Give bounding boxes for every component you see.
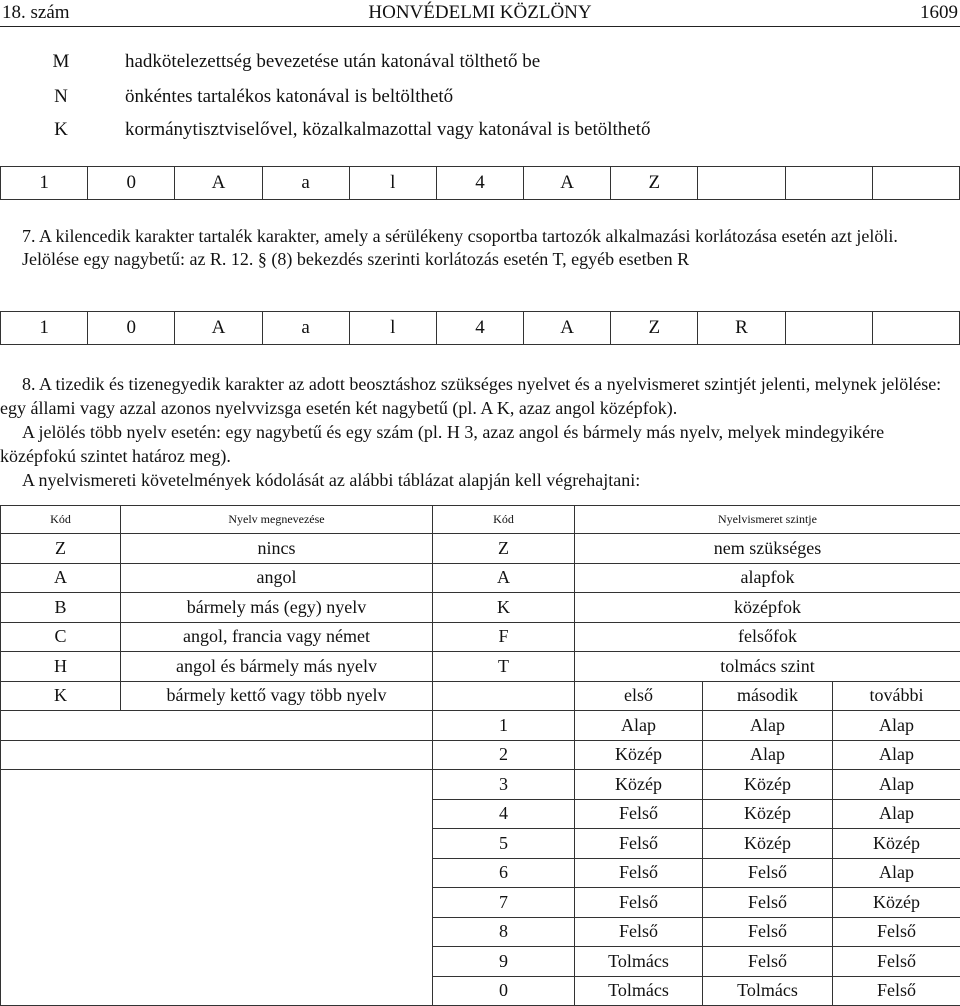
first-language-level: Felső — [575, 829, 703, 859]
first-language-level: Tolmács — [575, 947, 703, 977]
language-name: nincs — [121, 534, 433, 564]
further-language-level: Alap — [833, 799, 960, 829]
grid-cell: Z — [611, 167, 698, 200]
first-language-level: Tolmács — [575, 976, 703, 1006]
language-name: bármely kettő vagy több nyelv — [121, 681, 433, 711]
first-language-level: Felső — [575, 799, 703, 829]
section-8-text: 8. A tizedik és tizenegyedik karakter az adott beosztáshoz szükséges nyelvet és a nyelvismeret szintjét jelenti, melynek jelölése: egy állami vagy azzal azonos nyelvvizsga esetén két nagybetű (pl. A K, azaz angol középfok). — [0, 372, 958, 420]
section-7-marking: Jelölése egy nagybetű: az R. 12. § (8) bekezdés szerinti korlátozás esetén T, egyéb esetben R — [0, 248, 958, 271]
section-7-text: 7. A kilencedik karakter tartalék karakter, amely a sérülékeny csoportba tartozók alkalmazási korlátozása esetén azt jelöli. — [0, 225, 958, 248]
level-name: tolmács szint — [575, 652, 960, 682]
grid-cell: 4 — [436, 312, 523, 345]
second-language-level: Felső — [703, 917, 833, 947]
table-header-row — [1, 506, 960, 534]
level-name: középfok — [575, 593, 960, 623]
empty-cell — [1, 740, 433, 770]
multi-level-code: 6 — [433, 858, 575, 888]
grid-cell — [698, 167, 785, 200]
first-language-level: Felső — [575, 917, 703, 947]
empty-cell — [433, 681, 575, 711]
staffing-code: K — [0, 113, 122, 146]
column-header: Nyelvismeret szintje — [575, 506, 960, 534]
table-row — [1, 681, 960, 711]
grid-cell — [785, 312, 872, 345]
second-language-level: Közép — [703, 799, 833, 829]
language-code: A — [1, 563, 121, 593]
grid-cell: R — [698, 312, 785, 345]
multi-level-header: további — [833, 681, 960, 711]
column-header: Kód — [433, 506, 575, 534]
level-code: A — [433, 563, 575, 593]
column-header: Kód — [1, 506, 121, 534]
multi-level-code: 7 — [433, 888, 575, 918]
second-language-level: Alap — [703, 711, 833, 741]
page-header — [0, 0, 960, 27]
table-row — [1, 711, 960, 741]
second-language-level: Alap — [703, 740, 833, 770]
multi-level-code: 4 — [433, 799, 575, 829]
table-row — [1, 312, 960, 345]
code-example-grid-1 — [0, 166, 960, 200]
table-row — [1, 167, 960, 200]
table-row — [1, 652, 960, 682]
list-item — [0, 80, 960, 113]
level-code: F — [433, 622, 575, 652]
language-code: B — [1, 593, 121, 623]
multi-level-code: 3 — [433, 770, 575, 800]
list-item — [0, 113, 960, 146]
multi-level-code: 2 — [433, 740, 575, 770]
staffing-code-list — [0, 44, 960, 146]
multi-level-code: 0 — [433, 976, 575, 1006]
code-example-grid-2 — [0, 311, 960, 345]
second-language-level: Közép — [703, 770, 833, 800]
second-language-level: Felső — [703, 888, 833, 918]
publication-title: HONVÉDELMI KÖZLÖNY — [0, 0, 960, 26]
further-language-level: Felső — [833, 917, 960, 947]
section-7 — [0, 225, 958, 271]
empty-cell — [1, 711, 433, 741]
further-language-level: Felső — [833, 947, 960, 977]
language-requirements-table — [0, 505, 960, 1006]
second-language-level: Felső — [703, 858, 833, 888]
language-code: Z — [1, 534, 121, 564]
table-row — [1, 593, 960, 623]
second-language-level: Közép — [703, 829, 833, 859]
multi-level-code: 9 — [433, 947, 575, 977]
level-name: felsőfok — [575, 622, 960, 652]
list-item — [0, 44, 960, 80]
language-code: K — [1, 681, 121, 711]
grid-cell: Z — [611, 312, 698, 345]
grid-cell: A — [175, 167, 262, 200]
language-name: bármely más (egy) nyelv — [121, 593, 433, 623]
further-language-level: Közép — [833, 888, 960, 918]
grid-cell: 0 — [88, 312, 175, 345]
level-name: nem szükséges — [575, 534, 960, 564]
second-language-level: Tolmács — [703, 976, 833, 1006]
language-name: angol és bármely más nyelv — [121, 652, 433, 682]
further-language-level: Alap — [833, 740, 960, 770]
section-8-multi-language: A jelölés több nyelv esetén: egy nagybetű és egy szám (pl. H 3, azaz angol és bármely más nyelv, melyek mindegyikére középfokú szintet határoz meg). — [0, 420, 958, 468]
grid-cell — [785, 167, 872, 200]
staffing-description: hadkötelezettség bevezetése után katonával tölthető be — [122, 44, 960, 80]
first-language-level: Közép — [575, 740, 703, 770]
staffing-code: M — [0, 44, 122, 80]
language-code: H — [1, 652, 121, 682]
level-code: T — [433, 652, 575, 682]
table-row — [1, 622, 960, 652]
empty-area — [1, 770, 433, 1006]
further-language-level: Felső — [833, 976, 960, 1006]
level-code: K — [433, 593, 575, 623]
multi-level-code: 1 — [433, 711, 575, 741]
grid-cell: a — [262, 167, 349, 200]
grid-cell: l — [349, 167, 436, 200]
page-number: 1609 — [920, 0, 958, 26]
staffing-description: önkéntes tartalékos katonával is beltölthető — [122, 80, 960, 113]
grid-cell: 1 — [1, 312, 88, 345]
grid-cell: A — [524, 167, 611, 200]
staffing-code: N — [0, 80, 122, 113]
column-header: Nyelv megnevezése — [121, 506, 433, 534]
first-language-level: Felső — [575, 858, 703, 888]
grid-cell: 1 — [1, 167, 88, 200]
further-language-level: Alap — [833, 711, 960, 741]
table-row — [1, 534, 960, 564]
language-name: angol — [121, 563, 433, 593]
level-name: alapfok — [575, 563, 960, 593]
first-language-level: Közép — [575, 770, 703, 800]
grid-cell: A — [524, 312, 611, 345]
grid-cell: a — [262, 312, 349, 345]
further-language-level: Alap — [833, 770, 960, 800]
further-language-level: Közép — [833, 829, 960, 859]
level-code: Z — [433, 534, 575, 564]
section-8-table-intro: A nyelvismereti követelmények kódolását az alábbi táblázat alapján kell végrehajtani: — [0, 468, 958, 492]
multi-level-header: első — [575, 681, 703, 711]
grid-cell — [872, 312, 959, 345]
multi-level-header: második — [703, 681, 833, 711]
grid-cell — [872, 167, 959, 200]
second-language-level: Felső — [703, 947, 833, 977]
grid-cell: l — [349, 312, 436, 345]
table-row — [1, 740, 960, 770]
language-code: C — [1, 622, 121, 652]
grid-cell: A — [175, 312, 262, 345]
language-name: angol, francia vagy német — [121, 622, 433, 652]
staffing-description: kormánytisztviselővel, közalkalmazottal vagy katonával is betölthető — [122, 113, 960, 146]
grid-cell: 4 — [436, 167, 523, 200]
issue-number: 18. szám — [2, 0, 70, 26]
multi-level-code: 8 — [433, 917, 575, 947]
table-row — [1, 563, 960, 593]
first-language-level: Alap — [575, 711, 703, 741]
section-8 — [0, 372, 958, 492]
grid-cell: 0 — [88, 167, 175, 200]
first-language-level: Felső — [575, 888, 703, 918]
multi-level-code: 5 — [433, 829, 575, 859]
table-row — [1, 770, 960, 800]
further-language-level: Alap — [833, 858, 960, 888]
